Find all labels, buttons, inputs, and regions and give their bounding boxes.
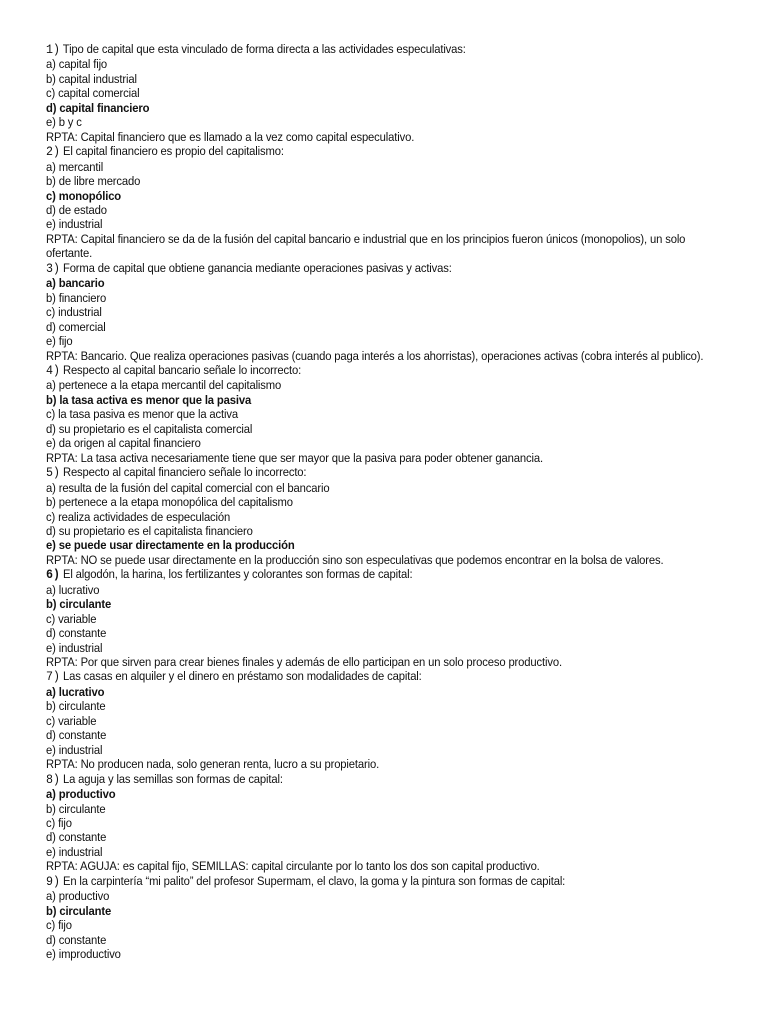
- question-text: El algodón, la harina, los fertilizantes y colorantes son formas de capital:: [62, 567, 413, 582]
- question-3: [46, 261, 728, 363]
- question-text: Tipo de capital que esta vinculado de forma directa a las actividades especulativas:: [62, 42, 466, 56]
- question-text: En la carpintería “mi palito” del profesor Supermam, el clavo, la goma y la pintura son formas de capital:: [62, 873, 566, 888]
- option-c: c) capital comercial: [46, 86, 140, 101]
- option-c: c) fijo: [46, 918, 72, 933]
- option-e: e) fijo: [46, 334, 73, 349]
- option-b: b) de libre mercado: [46, 174, 141, 189]
- question-number: 1): [46, 43, 60, 57]
- option-d: d) constante: [46, 626, 107, 641]
- question-5: [46, 465, 728, 567]
- question-header: [46, 669, 725, 684]
- question-4: [46, 363, 728, 465]
- option-e: e) da origen al capital financiero: [46, 436, 201, 451]
- option-e: e) improductivo: [46, 947, 121, 962]
- option-a: a) pertenece a la etapa mercantil del capitalismo: [46, 378, 282, 393]
- question-header: [46, 874, 725, 889]
- option-e: e) industrial: [46, 217, 103, 232]
- option-e: e) b y c: [46, 115, 82, 130]
- question-number: 7): [46, 670, 60, 685]
- option-e: e) industrial: [46, 844, 103, 859]
- question-7: [46, 669, 728, 771]
- option-a: a) lucrativo: [46, 582, 100, 597]
- question-number: 5): [46, 466, 60, 481]
- option-b: b) pertenece a la etapa monopólica del capitalismo: [46, 495, 293, 510]
- question-2: [46, 144, 728, 261]
- question-header: [46, 261, 725, 276]
- answer-explanation: RPTA: Capital financiero se da de la fusión del capital bancario e industrial que en los principios fueron únicos (monopolios), un solo ofertante.: [46, 231, 686, 261]
- question-number: 6): [46, 568, 60, 583]
- question-text: Respecto al capital financiero señale lo incorrecto:: [62, 465, 307, 480]
- question-header: [46, 42, 725, 57]
- question-number: 4): [46, 363, 60, 378]
- question-text: Las casas en alquiler y el dinero en préstamo son modalidades de capital:: [62, 669, 422, 684]
- question-header: [46, 363, 725, 378]
- option-b: b) circulante: [46, 801, 106, 816]
- question-header: [46, 465, 725, 480]
- option-b: b) capital industrial: [46, 71, 137, 86]
- option-c: c) la tasa pasiva es menor que la activa: [46, 407, 238, 422]
- answer-explanation: RPTA: Capital financiero que es llamado a la vez como capital especulativo.: [46, 129, 415, 144]
- question-6: [46, 567, 728, 669]
- question-header: [46, 772, 725, 787]
- option-d: d) comercial: [46, 319, 106, 334]
- option-b-correct: b) la tasa activa es menor que la pasiva: [46, 392, 252, 407]
- option-d: d) constante: [46, 932, 107, 947]
- option-e: e) industrial: [46, 640, 103, 655]
- option-c: c) realiza actividades de especulación: [46, 509, 231, 524]
- question-text: Forma de capital que obtiene ganancia mediante operaciones pasivas y activas:: [62, 260, 452, 275]
- question-1: [46, 42, 728, 144]
- question-number: 3): [46, 261, 60, 276]
- option-b-correct: b) circulante: [46, 597, 112, 612]
- option-b: b) circulante: [46, 699, 106, 714]
- option-d: d) su propietario es el capitalista comercial: [46, 421, 253, 436]
- question-text: Respecto al capital bancario señale lo incorrecto:: [62, 362, 302, 377]
- question-number: 2): [46, 145, 60, 160]
- answer-explanation: RPTA: Bancario. Que realiza operaciones pasivas (cuando paga interés a los ahorristas), operaciones activas (cobra interés al publico).: [46, 348, 704, 363]
- answer-explanation: RPTA: AGUJA: es capital fijo, SEMILLAS: capital circulante por lo tanto los dos son capital productivo.: [46, 859, 540, 874]
- option-a: a) mercantil: [46, 159, 104, 174]
- question-text: El capital financiero es propio del capitalismo:: [62, 144, 284, 159]
- option-e: e) industrial: [46, 742, 103, 757]
- option-c: c) variable: [46, 611, 97, 626]
- option-c: c) variable: [46, 713, 97, 728]
- option-c: c) industrial: [46, 305, 102, 320]
- question-header: [46, 144, 725, 159]
- question-number: 8): [46, 772, 60, 787]
- question-text: La aguja y las semillas son formas de capital:: [62, 771, 283, 786]
- option-d-correct: d) capital financiero: [46, 100, 150, 115]
- answer-explanation: RPTA: NO se puede usar directamente en la producción sino son especulativas que podemos encontrar en la bolsa de valores.: [46, 552, 664, 567]
- option-c: c) fijo: [46, 816, 72, 831]
- option-b-correct: b) circulante: [46, 903, 112, 918]
- answer-explanation: RPTA: La tasa activa necesariamente tiene que ser mayor que la pasiva para poder obtener ganancia.: [46, 450, 543, 465]
- option-d: d) de estado: [46, 202, 107, 217]
- option-a: a) capital fijo: [46, 57, 108, 72]
- question-number: 9): [46, 874, 60, 889]
- option-d: d) su propietario es el capitalista financiero: [46, 523, 253, 538]
- question-header: [46, 567, 725, 582]
- option-d: d) constante: [46, 830, 107, 845]
- answer-explanation: RPTA: Por que sirven para crear bienes finales y además de ello participan en un solo proceso productivo.: [46, 655, 562, 670]
- option-a-correct: a) lucrativo: [46, 684, 105, 699]
- answer-explanation: RPTA: No producen nada, solo generan renta, lucro a su propietario.: [46, 757, 380, 772]
- option-a: a) productivo: [46, 889, 110, 904]
- option-a: a) resulta de la fusión del capital comercial con el bancario: [46, 480, 330, 495]
- option-b: b) financiero: [46, 290, 107, 305]
- question-8: [46, 772, 728, 874]
- option-c-correct: c) monopólico: [46, 188, 122, 203]
- option-a-correct: a) productivo: [46, 787, 116, 802]
- option-e-correct: e) se puede usar directamente en la producción: [46, 538, 295, 553]
- option-d: d) constante: [46, 728, 107, 743]
- question-9: [46, 874, 728, 962]
- option-a-correct: a) bancario: [46, 276, 105, 291]
